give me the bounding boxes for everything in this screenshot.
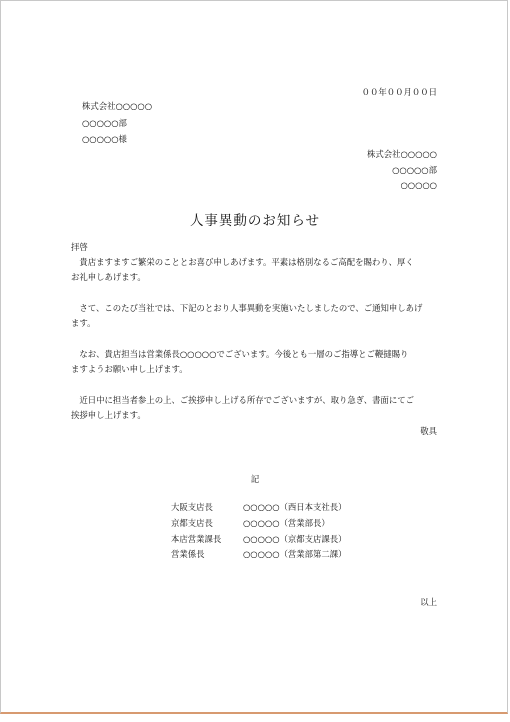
recipient-name: ○○○○○様: [82, 134, 127, 144]
list-item: [171, 549, 347, 560]
salutation: 拝啓: [71, 242, 88, 252]
sender-name: ○○○○○: [400, 180, 437, 190]
paragraph-3-line-1: なお、貴店担当は営業係長○○○○○でございます。今後とも一層のご指導とご鞭撻賜り: [71, 349, 409, 359]
list-item-department: 京都支店長: [171, 518, 213, 528]
paragraph-1-line-1: 貴店ますますご繁栄のこととお喜び申しあげます。平素は格別なるご高配を賜わり、厚く: [71, 257, 414, 267]
paragraph-2-line-2: ます。: [71, 318, 96, 328]
paragraph-2-line-1: さて、このたび当社では、下記のとおり人事異動を実施いたしましたので、ご通知申しあげ: [71, 303, 423, 313]
paragraph-4-line-2: 挨拶申し上げます。: [71, 410, 146, 420]
sender-department: ○○○○○部: [392, 165, 437, 175]
list-item: [171, 534, 347, 545]
list-item: [171, 502, 347, 513]
closing: 敬具: [420, 426, 437, 436]
recipient-department: ○○○○○部: [82, 118, 127, 128]
list-item-detail: ○○○○○（営業部第二課）: [243, 549, 347, 559]
page-title: 人事異動のお知らせ: [189, 213, 321, 229]
list-item: [171, 518, 330, 529]
end-mark: 以上: [420, 597, 437, 607]
paragraph-4-line-1: 近日中に担当者参上の上、ご挨拶申し上げる所存でございますが、取り急ぎ、書面にてご: [71, 395, 415, 405]
paragraph-1-line-2: お礼申しあげます。: [71, 272, 146, 282]
list-item-department: 大阪支店長: [171, 502, 213, 512]
list-item-detail: ○○○○○（京都支店課長）: [243, 534, 347, 544]
list-item-department: 営業係長: [171, 549, 205, 559]
recipient-company: 株式会社○○○○○: [82, 101, 153, 111]
list-item-department: 本店営業課長: [171, 534, 222, 544]
paragraph-3-line-2: ますようお願い申し上げます。: [71, 364, 188, 374]
sender-company: 株式会社○○○○○: [366, 149, 437, 159]
ki-heading: 記: [250, 474, 260, 484]
document-date: ００年００月００日: [361, 87, 437, 97]
list-item-detail: ○○○○○（営業部長）: [243, 518, 330, 528]
list-item-detail: ○○○○○（西日本支社長）: [243, 502, 347, 512]
